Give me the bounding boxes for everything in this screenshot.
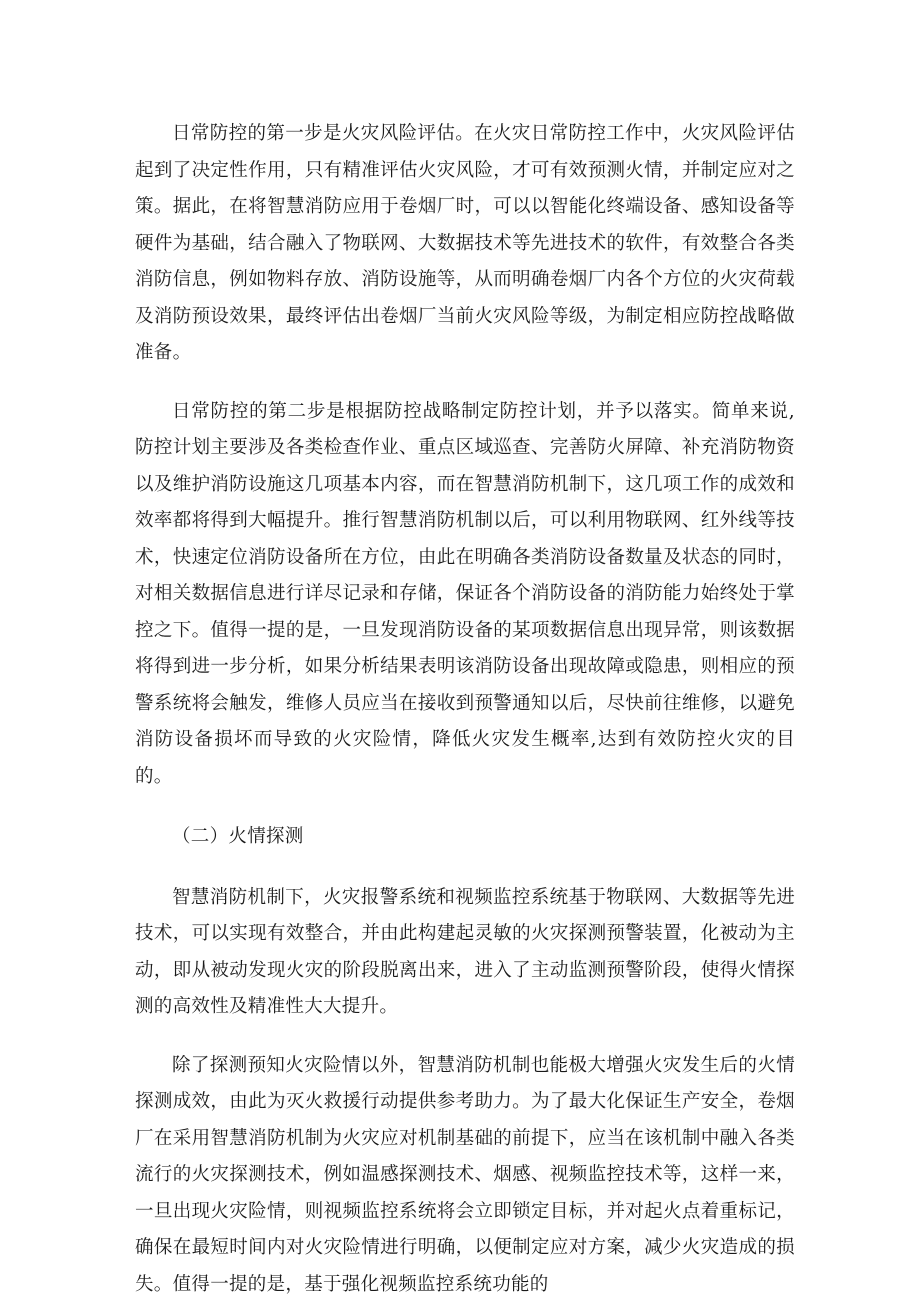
paragraph-risk-assessment: 日常防控的第一步是火灾风险评估。在火灾日常防控工作中，火灾风险评估起到了决定性作用，只有精准评估火灾风险，才可有效预测火情，并制定应对之策。据此，在将智慧消防应用于卷烟厂时，可以以智能化终端设备、感知设备等硬件为基础，结合融入了物联网、大数据技术等先进技术的软件，有效整合各类消防信息，例如物料存放、消防设施等，从而明确卷烟厂内各个方位的火灾荷载及消防预设效果，最终评估出卷烟厂当前火灾风险等级，为制定相应防控战略做准备。 (135, 116, 795, 372)
section-heading: （二）火情探测 (135, 819, 795, 856)
paragraph-fire-detection: 智慧消防机制下，火灾报警系统和视频监控系统基于物联网、大数据等先进技术，可以实现有效整合，并由此构建起灵敏的火灾探测预警装置，化被动为主动，即从被动发现火灾的阶段脱离出来，进入了主动监测预警阶段，使得火情探测的高效性及精准性大大提升。 (135, 880, 795, 1026)
paragraph-prevention-plan: 日常防控的第二步是根据防控战略制定防控计划，并予以落实。简单来说,防控计划主要涉及各类检查作业、重点区域巡查、完善防火屏障、补充消防物资以及维护消防设施这几项基本内容，而在智慧消防机制下，这几项工作的成效和效率都将得到大幅提升。推行智慧消防机制以后，可以利用物联网、红外线等技术，快速定位消防设备所在方位，由此在明确各类消防设备数量及状态的同时，对相关数据信息进行详尽记录和存储，保证各个消防设备的消防能力始终处于掌控之下。值得一提的是，一旦发现消防设备的某项数据信息出现异常，则该数据将得到进一步分析，如果分析结果表明该消防设备出现故障或隐患，则相应的预警系统将会触发，维修人员应当在接收到预警通知以后，尽快前往维修，以避免消防设备损坏而导致的火灾险情，降低火灾发生概率,达到有效防控火灾的目的。 (135, 394, 795, 796)
paragraph-fire-monitoring: 除了探测预知火灾险情以外，智慧消防机制也能极大增强火灾发生后的火情探测成效，由此为灭火救援行动提供参考助力。为了最大化保证生产安全，卷烟厂在采用智慧消防机制为火灾应对机制基础的前提下，应当在该机制中融入各类流行的火灾探测技术，例如温感探测技术、烟感、视频监控技术等，这样一来，一旦出现火灾险情，则视频监控系统将会立即锁定目标，并对起火点着重标记，确保在最短时间内对火灾险情进行明确，以便制定应对方案，减少火灾造成的损失。值得一提的是，基于强化视频监控系统功能的 (135, 1048, 795, 1303)
document-body (135, 116, 795, 1303)
